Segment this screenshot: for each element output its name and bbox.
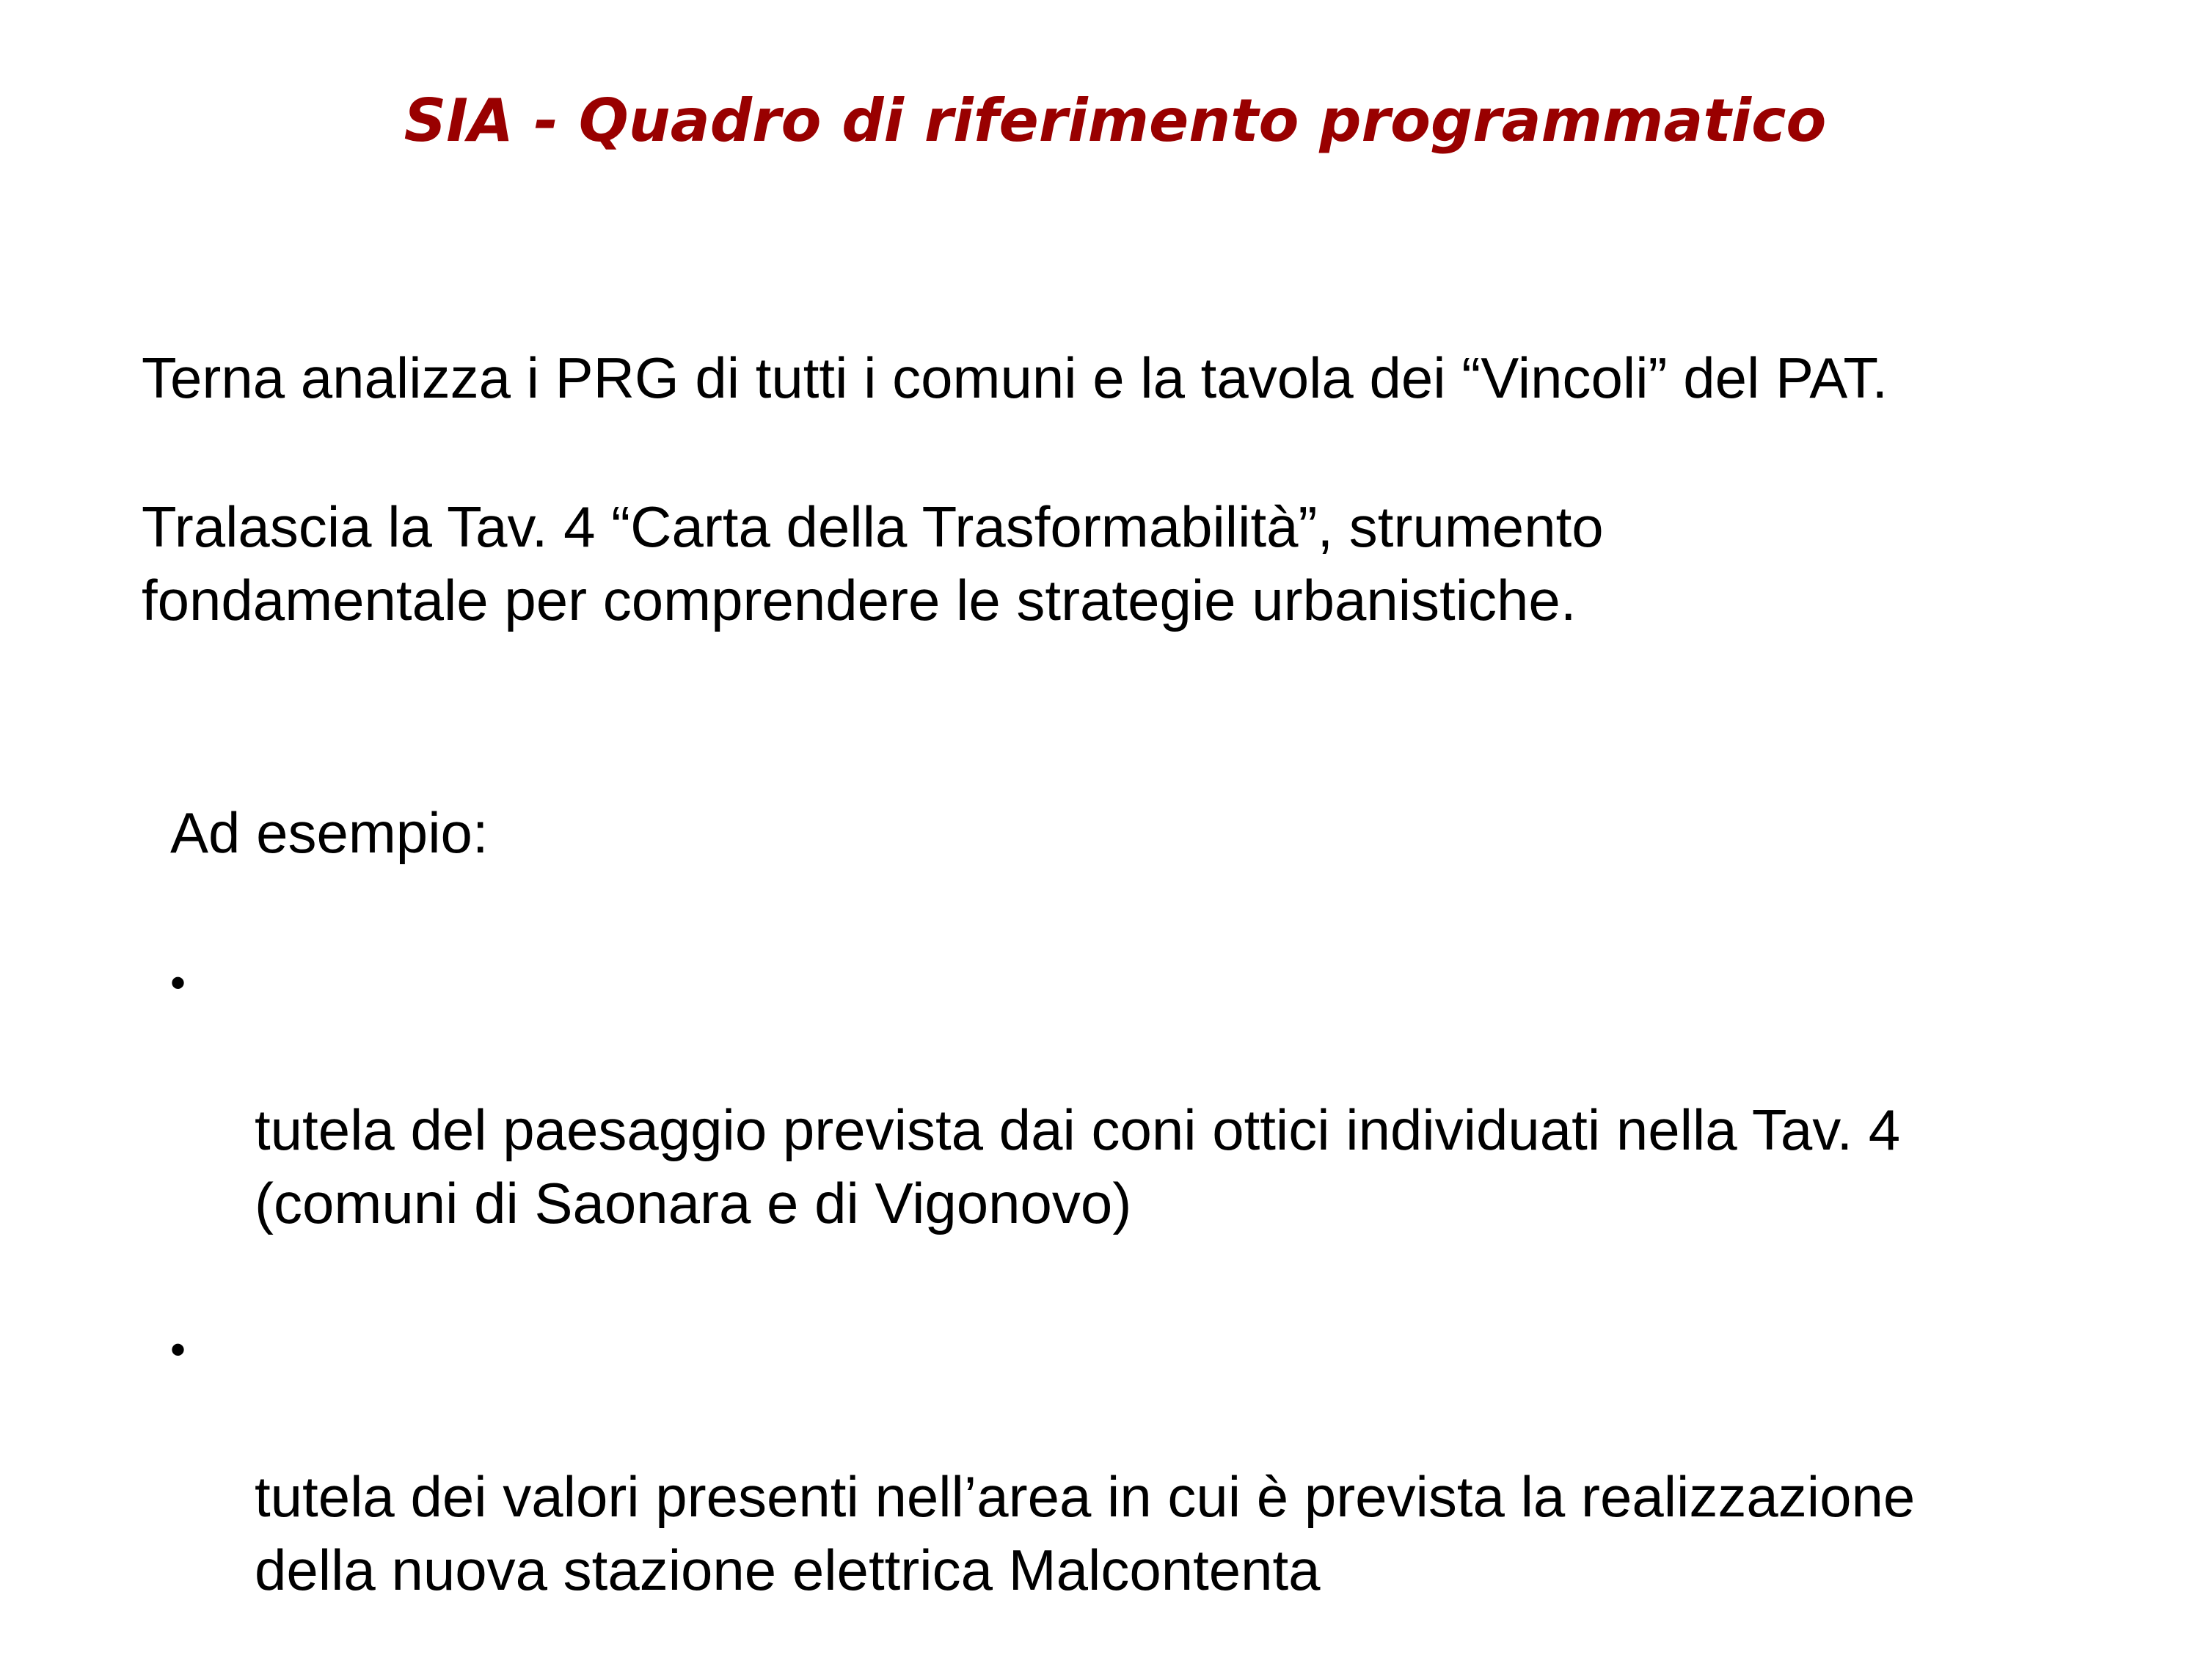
bullet-text-station: tutela dei valori presenti nell’area in cui è prevista la realizzazione della nuova stazione elettrica Malcontenta xyxy=(255,1464,1916,1602)
slide-title: SIA - Quadro di riferimento programmatico xyxy=(404,87,1827,155)
bullet-icon: • xyxy=(170,1325,186,1374)
paragraph-tav4-omission: Tralascia la Tav. 4 “Carta della Trasformabilità”, strumento fondamentale per comprendere le strategie urbanistiche. xyxy=(142,494,1604,632)
bullet-text-landscape: tutela del paesaggio prevista dai coni ottici individuati nella Tav. 4 (comuni di Saonara e di Vigonovo) xyxy=(255,1098,1901,1235)
list-item xyxy=(170,946,2151,1240)
paragraph-prg-analysis: Terna analizza i PRG di tutti i comuni e la tavola dei “Vincoli” del PAT. xyxy=(142,346,1888,410)
bullet-icon: • xyxy=(170,958,186,1007)
examples-list xyxy=(170,946,2151,1680)
examples-intro: Ad esempio: xyxy=(170,800,489,865)
list-item xyxy=(170,1313,2151,1607)
